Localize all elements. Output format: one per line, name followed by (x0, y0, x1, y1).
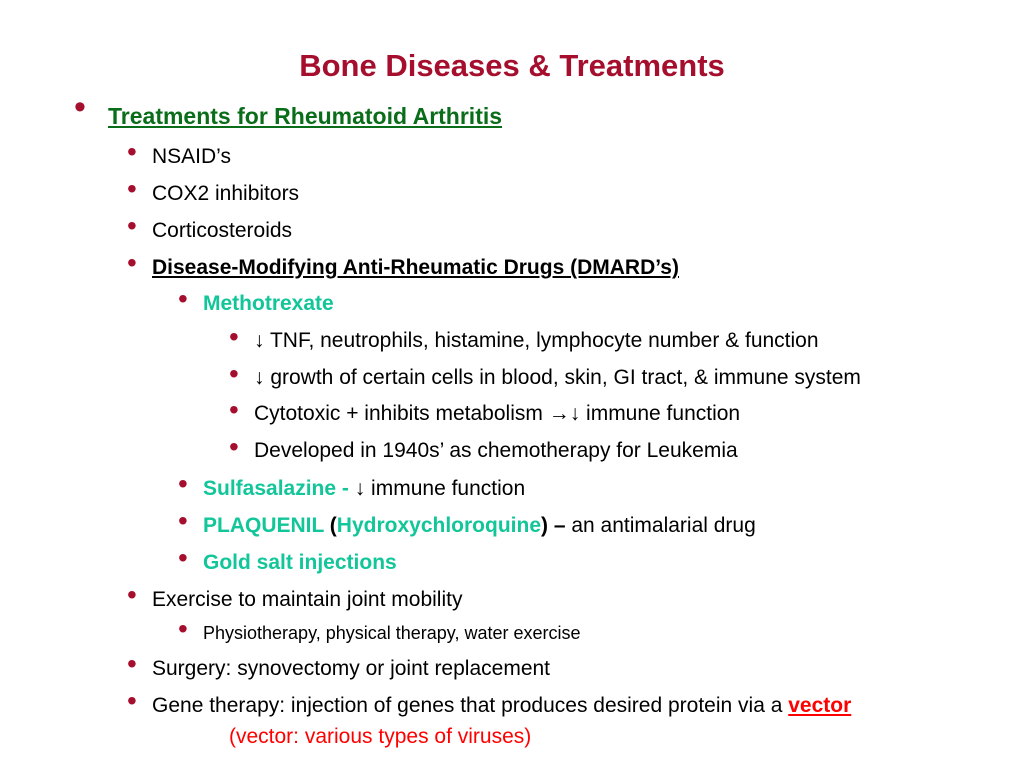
bullet-icon: • (178, 468, 188, 499)
plaquenil-paren-close: ) – (541, 514, 572, 537)
gene-therapy-line (152, 694, 851, 718)
bullet-icon: • (74, 88, 86, 126)
nsaid-text: NSAID’s (152, 145, 231, 168)
corticosteroids-text: Corticosteroids (152, 219, 293, 242)
sulfasalazine-name: Sulfasalazine - (203, 477, 355, 500)
plaquenil-line (203, 514, 756, 538)
plaquenil-paren-open: ( (323, 514, 337, 537)
bullet-icon: • (127, 685, 137, 716)
plaquenil-desc: an antimalarial drug (571, 514, 756, 537)
mtx-point-2: ↓ growth of certain cells in blood, skin, GI tract, & immune system (254, 366, 861, 389)
methotrexate-text: Methotrexate (203, 292, 334, 315)
bullet-icon: • (127, 579, 137, 610)
mtx-point-4: Developed in 1940s’ as chemotherapy for Leukemia (254, 439, 738, 462)
cox2-text: COX2 inhibitors (152, 182, 300, 205)
bullet-icon: • (178, 283, 188, 314)
bullet-icon: • (178, 613, 188, 644)
bullet-icon: • (178, 505, 188, 536)
bullet-icon: • (127, 173, 137, 204)
dmard-text: Disease-Modifying Anti-Rheumatic Drugs (DMARD’s) (152, 256, 679, 279)
surgery-text: Surgery: synovectomy or joint replacement (152, 657, 551, 680)
bullet-icon: • (127, 136, 137, 167)
mtx-point-1: ↓ TNF, neutrophils, histamine, lymphocyte number & function (254, 329, 819, 352)
physio-text: Physiotherapy, physical therapy, water exercise (203, 623, 581, 643)
sulfasalazine-line (203, 477, 525, 501)
vector-term: vector (788, 694, 852, 717)
bullet-icon: • (127, 210, 137, 241)
bullet-icon: • (127, 247, 137, 278)
bullet-icon: • (229, 431, 239, 462)
bullet-icon: • (229, 321, 239, 352)
vector-note: (vector: various types of viruses) (229, 725, 532, 748)
ra-heading: Treatments for Rheumatoid Arthritis (108, 103, 503, 129)
bullet-icon: • (178, 542, 188, 573)
gold-salt-text: Gold salt injections (203, 551, 397, 574)
bullet-icon: • (127, 648, 137, 679)
exercise-text: Exercise to maintain joint mobility (152, 588, 463, 611)
bullet-icon: • (229, 394, 239, 425)
slide-title: Bone Diseases & Treatments (299, 48, 725, 83)
bullet-icon: • (229, 358, 239, 389)
plaquenil-name: PLAQUENIL (203, 514, 324, 537)
sulfasalazine-desc: ↓ immune function (354, 477, 526, 500)
gene-therapy-text: Gene therapy: injection of genes that produces desired protein via a (152, 694, 789, 717)
mtx-point-3: Cytotoxic + inhibits metabolism →↓ immune function (254, 402, 741, 425)
plaquenil-generic: Hydroxychloroquine (336, 514, 541, 537)
